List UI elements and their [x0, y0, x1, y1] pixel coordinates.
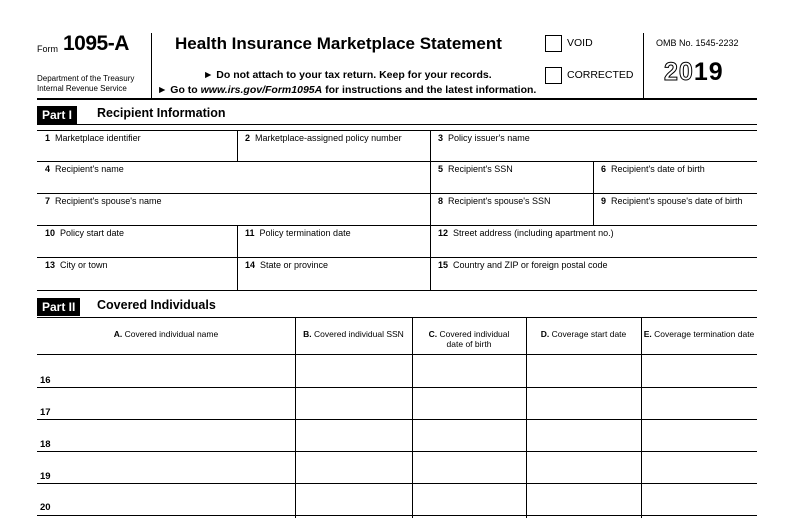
table-row[interactable]	[37, 451, 757, 452]
part-2-tag: Part II	[37, 298, 80, 316]
form-word: Form	[37, 44, 58, 54]
field-city[interactable]: 13 City or town	[37, 258, 237, 291]
column-e-header: E. Coverage termination date	[643, 329, 755, 339]
table-header-rule	[37, 354, 757, 355]
field-recipient-dob[interactable]: 6 Recipient's date of birth	[593, 162, 757, 194]
form-title: Health Insurance Marketplace Statement	[175, 34, 502, 53]
vrule	[237, 226, 238, 291]
part-2-title: Covered Individuals	[97, 298, 216, 312]
field-policy-termination-date[interactable]: 11 Policy termination date	[237, 226, 430, 258]
table-row[interactable]	[37, 419, 757, 420]
corrected-checkbox[interactable]	[545, 67, 562, 84]
header-divider-left	[151, 33, 152, 98]
instruction-url[interactable]: www.irs.gov/Form1095A	[200, 84, 323, 96]
row-19-number: 19	[40, 471, 51, 482]
vrule	[412, 318, 413, 518]
field-spouse-name[interactable]: 7 Recipient's spouse's name	[37, 194, 430, 226]
field-policy-number[interactable]: 2 Marketplace-assigned policy number	[237, 131, 430, 162]
part-1-rule	[37, 124, 757, 125]
instruction-suffix: for instructions and the latest information.	[322, 84, 537, 96]
table-row[interactable]	[37, 515, 757, 516]
header-bottom-rule	[37, 98, 757, 100]
part-1-tag: Part I	[37, 106, 77, 124]
department-line-2: Internal Revenue Service	[37, 84, 127, 93]
department-label	[37, 74, 134, 94]
table-row[interactable]	[37, 483, 757, 484]
void-checkbox[interactable]	[545, 35, 562, 52]
vrule	[430, 131, 431, 291]
row-18-number: 18	[40, 439, 51, 450]
row-20-number: 20	[40, 502, 51, 513]
part-1-title: Recipient Information	[97, 106, 226, 120]
row-16-number: 16	[40, 375, 51, 386]
column-d-header: D. Coverage start date	[540, 329, 627, 339]
vrule	[641, 318, 642, 518]
instruction-line-1: ► Do not attach to your tax return. Keep for your records.	[203, 69, 492, 81]
department-line-1: Department of the Treasury	[37, 74, 135, 83]
column-c-header: C. Covered individual date of birth	[428, 329, 510, 349]
field-policy-start-date[interactable]: 10 Policy start date	[37, 226, 237, 258]
column-b-header: B. Covered individual SSN	[303, 329, 404, 339]
omb-number: OMB No. 1545-2232	[656, 38, 739, 48]
tax-year	[664, 58, 724, 87]
table-row[interactable]	[37, 387, 757, 388]
vrule	[237, 131, 238, 162]
void-label: VOID	[567, 37, 593, 49]
field-state[interactable]: 14 State or province	[237, 258, 430, 291]
header-divider-right	[643, 33, 644, 98]
row-17-number: 17	[40, 407, 51, 418]
form-number: 1095-A	[63, 32, 129, 55]
tax-year-prefix: 20	[664, 58, 694, 86]
part-2-rule	[37, 317, 757, 318]
field-street-address[interactable]: 12 Street address (including apartment no.)	[430, 226, 757, 258]
field-recipient-ssn[interactable]: 5 Recipient's SSN	[430, 162, 593, 194]
instruction-prefix: ► Go to	[157, 84, 201, 96]
field-marketplace-identifier[interactable]: 1 Marketplace identifier	[37, 131, 237, 162]
instruction-line-2	[157, 84, 536, 96]
corrected-label: CORRECTED	[567, 69, 634, 81]
tax-year-suffix: 19	[693, 58, 724, 86]
field-country-zip[interactable]: 15 Country and ZIP or foreign postal code	[430, 258, 757, 291]
field-spouse-dob[interactable]: 9 Recipient's spouse's date of birth	[593, 194, 757, 226]
column-a-header: A. Covered individual name	[113, 329, 219, 339]
field-recipient-name[interactable]: 4 Recipient's name	[37, 162, 430, 194]
vrule	[593, 162, 594, 226]
vrule	[526, 318, 527, 518]
field-policy-issuer[interactable]: 3 Policy issuer's name	[430, 131, 757, 162]
vrule	[295, 318, 296, 518]
field-spouse-ssn[interactable]: 8 Recipient's spouse's SSN	[430, 194, 593, 226]
